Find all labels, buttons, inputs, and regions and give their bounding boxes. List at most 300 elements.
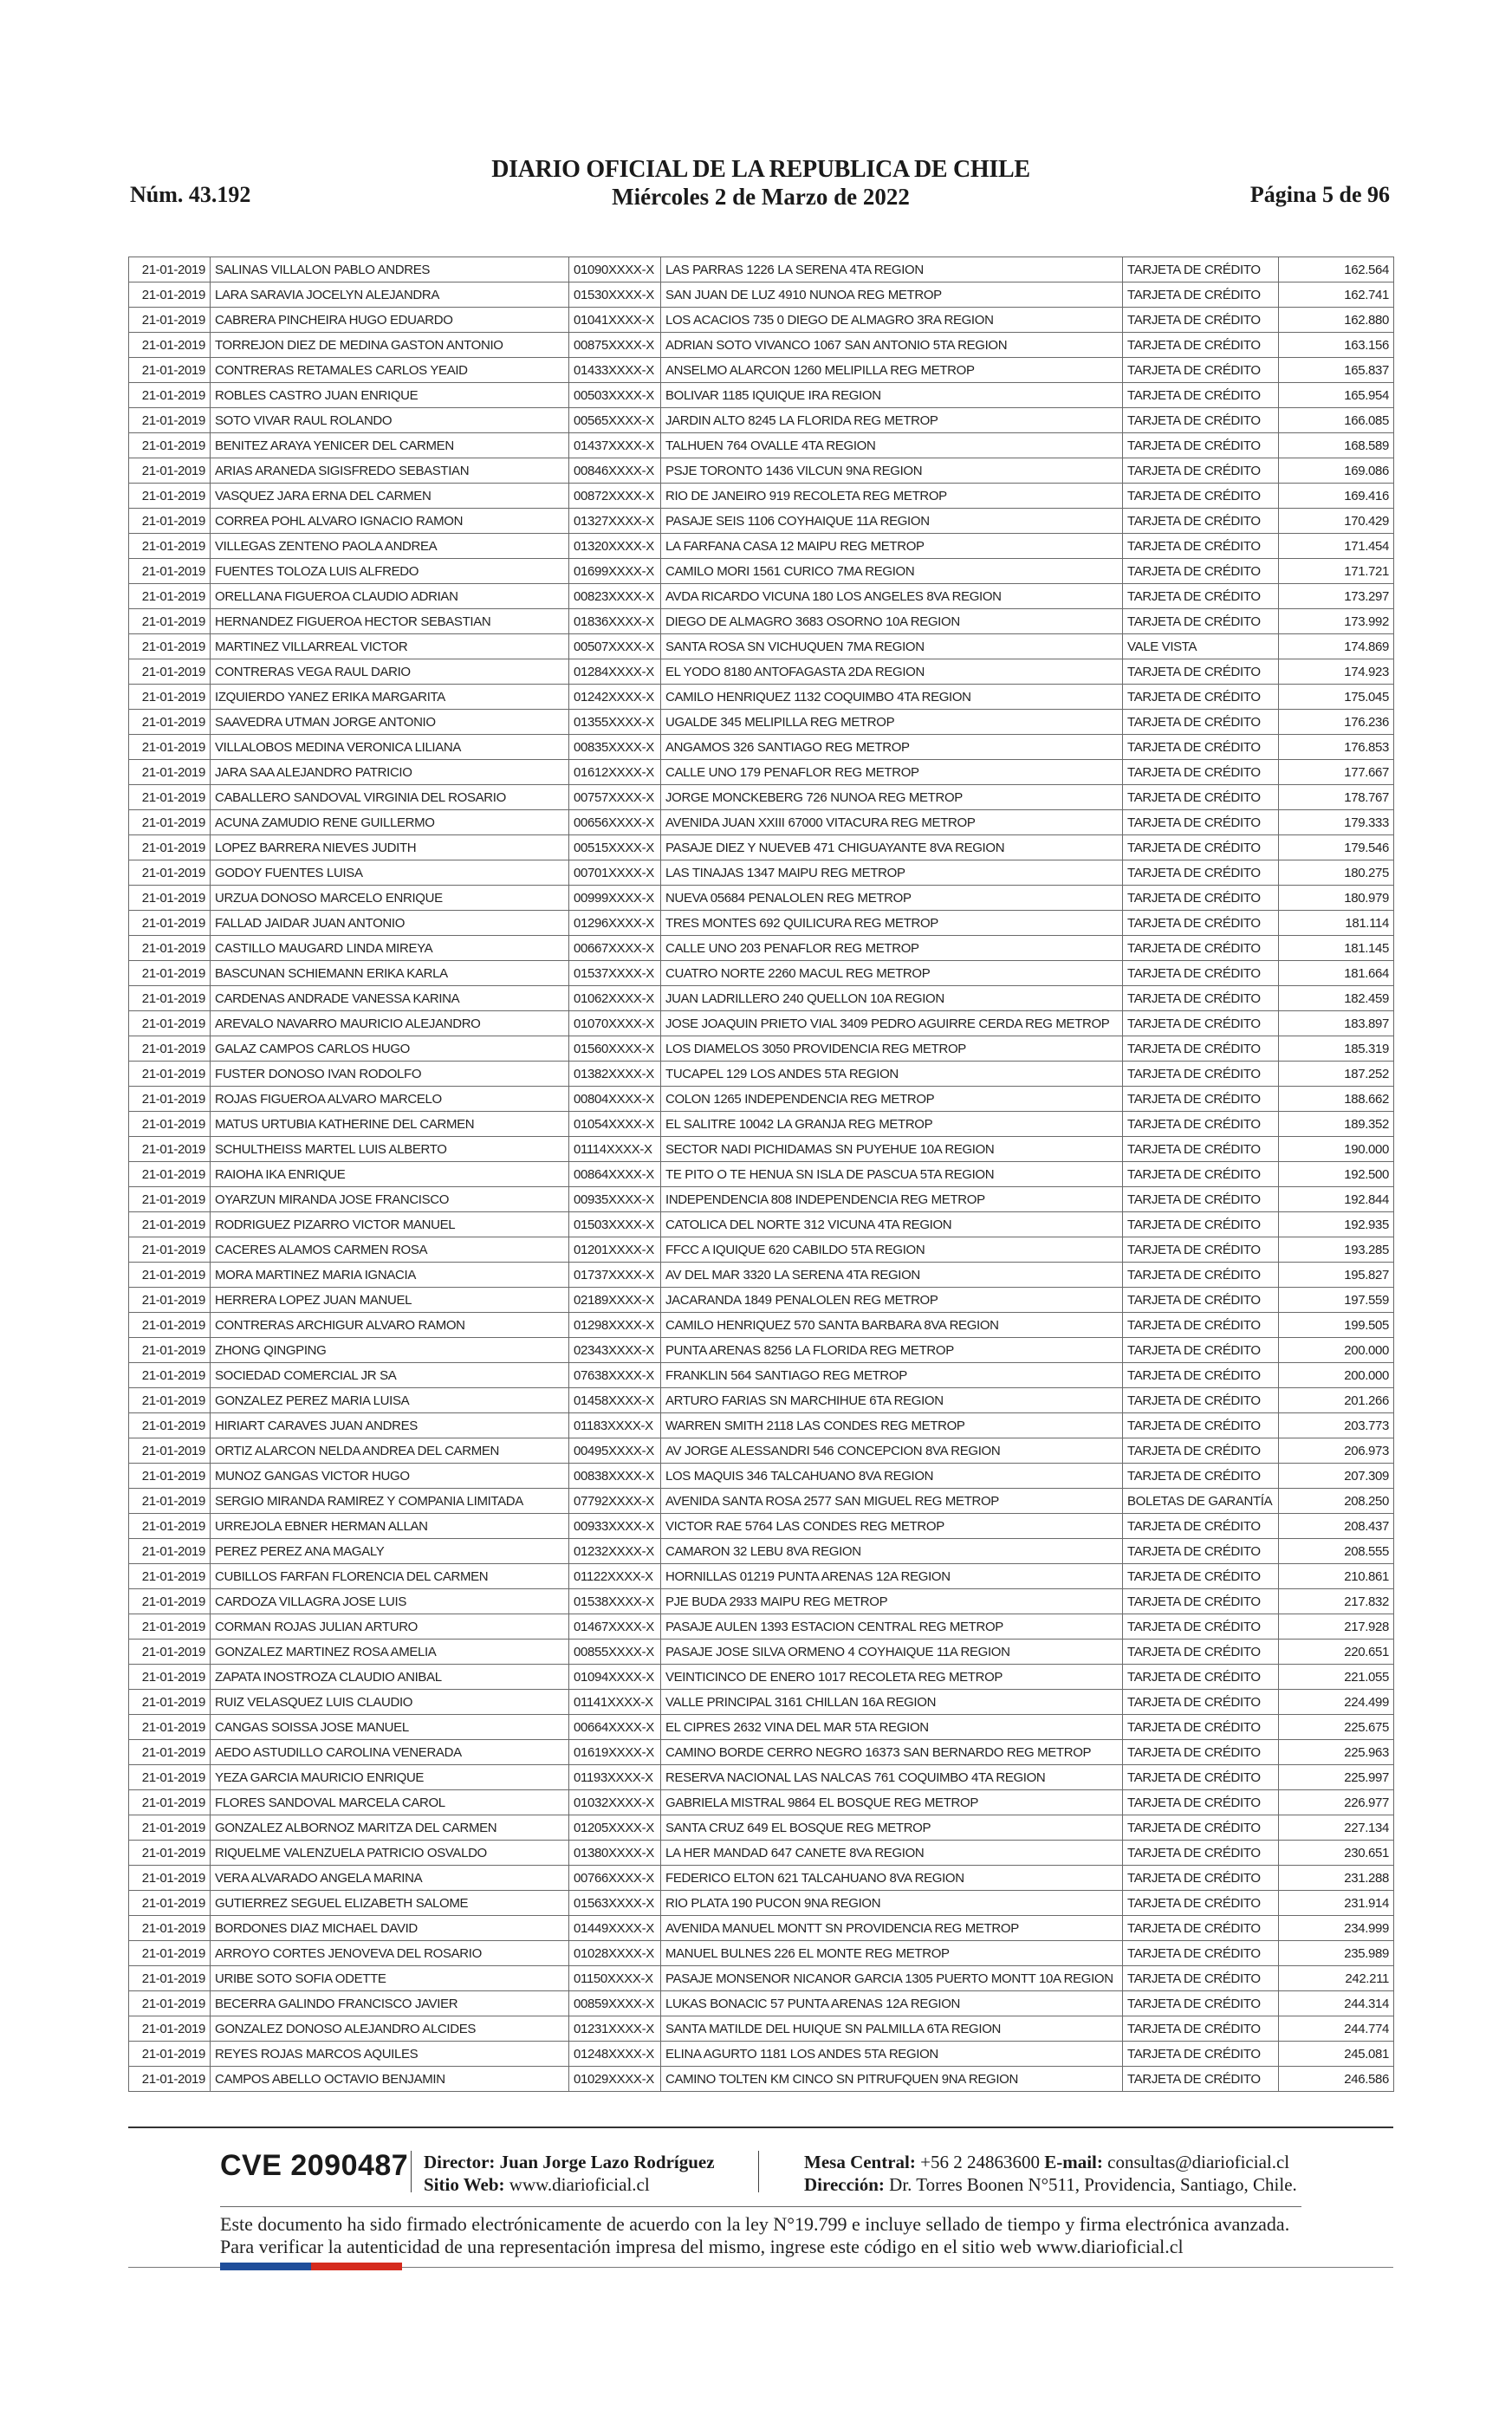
cell-address: LOS DIAMELOS 3050 PROVIDENCIA REG METROP [661,1036,1123,1062]
cell-amount: 230.651 [1279,1841,1394,1866]
cell-date: 21-01-2019 [129,1112,211,1137]
cell-rut: 00667XXXX-X [569,936,661,961]
cell-rut: 01205XXXX-X [569,1815,661,1841]
table-row [129,1413,1394,1438]
cell-amount: 163.156 [1279,333,1394,358]
cell-amount: 224.499 [1279,1690,1394,1715]
cell-date: 21-01-2019 [129,1062,211,1087]
cell-name: AEDO ASTUDILLO CAROLINA VENERADA [211,1740,569,1765]
cell-amount: 169.086 [1279,458,1394,484]
cell-amount: 208.555 [1279,1539,1394,1564]
cell-instrument: TARJETA DE CRÉDITO [1123,1288,1279,1313]
cell-name: GONZALEZ PEREZ MARIA LUISA [211,1388,569,1413]
cell-rut: 00855XXXX-X [569,1640,661,1665]
cell-amount: 244.314 [1279,1991,1394,2016]
cell-name: RIQUELME VALENZUELA PATRICIO OSVALDO [211,1841,569,1866]
cell-rut: 00933XXXX-X [569,1514,661,1539]
email-link[interactable]: consultas@diarioficial.cl [1107,2152,1290,2172]
cell-rut: 01090XXXX-X [569,257,661,282]
cell-amount: 185.319 [1279,1036,1394,1062]
cell-rut: 00875XXXX-X [569,333,661,358]
cell-rut: 00838XXXX-X [569,1464,661,1489]
cell-date: 21-01-2019 [129,1036,211,1062]
cell-name: HIRIART CARAVES JUAN ANDRES [211,1413,569,1438]
table-row [129,1740,1394,1765]
cell-date: 21-01-2019 [129,1438,211,1464]
table-row [129,1665,1394,1690]
cell-name: CONTRERAS VEGA RAUL DARIO [211,659,569,685]
cell-name: SERGIO MIRANDA RAMIREZ Y COMPANIA LIMITADA [211,1489,569,1514]
cell-address: PUNTA ARENAS 8256 LA FLORIDA REG METROP [661,1338,1123,1363]
cell-instrument: TARJETA DE CRÉDITO [1123,785,1279,810]
cell-address: COLON 1265 INDEPENDENCIA REG METROP [661,1087,1123,1112]
table-row [129,2067,1394,2092]
cell-address: ANSELMO ALARCON 1260 MELIPILLA REG METROP [661,358,1123,383]
cell-date: 21-01-2019 [129,1212,211,1237]
cell-amount: 244.774 [1279,2016,1394,2042]
cell-address: AV JORGE ALESSANDRI 546 CONCEPCION 8VA REGION [661,1438,1123,1464]
cell-date: 21-01-2019 [129,1514,211,1539]
cell-date: 21-01-2019 [129,961,211,986]
cell-name: TORREJON DIEZ DE MEDINA GASTON ANTONIO [211,333,569,358]
cell-address: LA FARFANA CASA 12 MAIPU REG METROP [661,534,1123,559]
cell-date: 21-01-2019 [129,2067,211,2092]
cell-name: CUBILLOS FARFAN FLORENCIA DEL CARMEN [211,1564,569,1589]
table-row [129,383,1394,408]
table-row [129,559,1394,584]
table-row [129,1112,1394,1137]
cell-amount: 176.236 [1279,710,1394,735]
cell-name: BENITEZ ARAYA YENICER DEL CARMEN [211,433,569,458]
cell-rut: 01836XXXX-X [569,609,661,634]
director-name: Juan Jorge Lazo Rodríguez [499,2152,715,2172]
cell-instrument: TARJETA DE CRÉDITO [1123,282,1279,308]
cell-instrument: TARJETA DE CRÉDITO [1123,1715,1279,1740]
cell-amount: 203.773 [1279,1413,1394,1438]
cell-amount: 189.352 [1279,1112,1394,1137]
cell-rut: 00864XXXX-X [569,1162,661,1187]
cell-date: 21-01-2019 [129,1564,211,1589]
page-footer [128,2127,1393,2300]
cell-date: 21-01-2019 [129,2016,211,2042]
cell-date: 21-01-2019 [129,1338,211,1363]
cell-name: CORREA POHL ALVARO IGNACIO RAMON [211,509,569,534]
cell-date: 21-01-2019 [129,1841,211,1866]
cell-address: CAMINO BORDE CERRO NEGRO 16373 SAN BERNARDO REG METROP [661,1740,1123,1765]
table-row [129,333,1394,358]
cell-address: SAN JUAN DE LUZ 4910 NUNOA REG METROP [661,282,1123,308]
cell-address: TE PITO O TE HENUA SN ISLA DE PASCUA 5TA REGION [661,1162,1123,1187]
cell-address: UGALDE 345 MELIPILLA REG METROP [661,710,1123,735]
cell-address: SECTOR NADI PICHIDAMAS SN PUYEHUE 10A REGION [661,1137,1123,1162]
cell-name: CACERES ALAMOS CARMEN ROSA [211,1237,569,1263]
cell-instrument: TARJETA DE CRÉDITO [1123,1614,1279,1640]
cell-name: GALAZ CAMPOS CARLOS HUGO [211,1036,569,1062]
table-row [129,1991,1394,2016]
cell-rut: 01619XXXX-X [569,1740,661,1765]
cell-rut: 01355XXXX-X [569,710,661,735]
table-row [129,1288,1394,1313]
cell-amount: 245.081 [1279,2042,1394,2067]
cell-name: ZHONG QINGPING [211,1338,569,1363]
cell-amount: 201.266 [1279,1388,1394,1413]
cell-date: 21-01-2019 [129,458,211,484]
cell-instrument: TARJETA DE CRÉDITO [1123,1087,1279,1112]
table-row [129,961,1394,986]
cell-rut: 01433XXXX-X [569,358,661,383]
cell-instrument: TARJETA DE CRÉDITO [1123,358,1279,383]
cell-amount: 169.416 [1279,484,1394,509]
cell-rut: 01070XXXX-X [569,1011,661,1036]
cell-date: 21-01-2019 [129,785,211,810]
cell-date: 21-01-2019 [129,911,211,936]
cell-instrument: TARJETA DE CRÉDITO [1123,257,1279,282]
cell-date: 21-01-2019 [129,609,211,634]
cell-address: SANTA ROSA SN VICHUQUEN 7MA REGION [661,634,1123,659]
table-row [129,584,1394,609]
cell-name: CORMAN ROJAS JULIAN ARTURO [211,1614,569,1640]
cell-rut: 01231XXXX-X [569,2016,661,2042]
cell-instrument: TARJETA DE CRÉDITO [1123,1514,1279,1539]
page-header [128,154,1393,211]
cell-address: PASAJE MONSENOR NICANOR GARCIA 1305 PUERTO MONTT 10A REGION [661,1966,1123,1991]
table-row [129,1841,1394,1866]
table-row [129,835,1394,860]
cell-amount: 180.979 [1279,886,1394,911]
cell-date: 21-01-2019 [129,1011,211,1036]
cell-address: BOLIVAR 1185 IQUIQUE IRA REGION [661,383,1123,408]
cell-address: AVENIDA MANUEL MONTT SN PROVIDENCIA REG METROP [661,1916,1123,1941]
cell-instrument: TARJETA DE CRÉDITO [1123,584,1279,609]
flag-red-segment [311,2263,402,2270]
cell-date: 21-01-2019 [129,1765,211,1790]
table-row [129,1212,1394,1237]
cell-rut: 00935XXXX-X [569,1187,661,1212]
cell-instrument: TARJETA DE CRÉDITO [1123,484,1279,509]
table-row [129,886,1394,911]
cell-instrument: TARJETA DE CRÉDITO [1123,1790,1279,1815]
cell-instrument: TARJETA DE CRÉDITO [1123,911,1279,936]
cell-amount: 234.999 [1279,1916,1394,1941]
cell-rut: 01114XXXX-X [569,1137,661,1162]
cell-instrument: TARJETA DE CRÉDITO [1123,2067,1279,2092]
cell-name: RODRIGUEZ PIZARRO VICTOR MANUEL [211,1212,569,1237]
cell-amount: 235.989 [1279,1941,1394,1966]
cell-date: 21-01-2019 [129,1991,211,2016]
cell-date: 21-01-2019 [129,1313,211,1338]
cell-amount: 173.992 [1279,609,1394,634]
cell-instrument: TARJETA DE CRÉDITO [1123,408,1279,433]
cell-name: SCHULTHEISS MARTEL LUIS ALBERTO [211,1137,569,1162]
cell-instrument: TARJETA DE CRÉDITO [1123,1011,1279,1036]
cell-rut: 01382XXXX-X [569,1062,661,1087]
footer-divider [411,2151,412,2192]
cell-rut: 01380XXXX-X [569,1841,661,1866]
footer-mid-rule [220,2206,1301,2207]
cell-address: WARREN SMITH 2118 LAS CONDES REG METROP [661,1413,1123,1438]
cell-name: ZAPATA INOSTROZA CLAUDIO ANIBAL [211,1665,569,1690]
cell-rut: 00766XXXX-X [569,1866,661,1891]
cell-date: 21-01-2019 [129,333,211,358]
cell-instrument: TARJETA DE CRÉDITO [1123,1112,1279,1137]
page-number: Página 5 de 96 [1249,182,1390,207]
cell-address: TRES MONTES 692 QUILICURA REG METROP [661,911,1123,936]
cell-rut: 01560XXXX-X [569,1036,661,1062]
cell-rut: 01327XXXX-X [569,509,661,534]
cell-address: FEDERICO ELTON 621 TALCAHUANO 8VA REGION [661,1866,1123,1891]
cell-date: 21-01-2019 [129,634,211,659]
cell-amount: 210.861 [1279,1564,1394,1589]
cell-rut: 01296XXXX-X [569,911,661,936]
cell-rut: 01122XXXX-X [569,1564,661,1589]
cell-name: ORTIZ ALARCON NELDA ANDREA DEL CARMEN [211,1438,569,1464]
web-link[interactable]: www.diarioficial.cl [509,2174,650,2195]
cell-instrument: TARJETA DE CRÉDITO [1123,1187,1279,1212]
cell-rut: 00515XXXX-X [569,835,661,860]
cell-name: FUSTER DONOSO IVAN RODOLFO [211,1062,569,1087]
cell-amount: 227.134 [1279,1815,1394,1841]
cell-date: 21-01-2019 [129,1589,211,1614]
table-row [129,1187,1394,1212]
cve-code: CVE 2090487 [220,2149,409,2182]
cell-rut: 01449XXXX-X [569,1916,661,1941]
cell-amount: 195.827 [1279,1263,1394,1288]
cell-instrument: TARJETA DE CRÉDITO [1123,1589,1279,1614]
table-row [129,785,1394,810]
table-row [129,1614,1394,1640]
cell-name: CONTRERAS RETAMALES CARLOS YEAID [211,358,569,383]
cell-address: JUAN LADRILLERO 240 QUELLON 10A REGION [661,986,1123,1011]
cell-amount: 207.309 [1279,1464,1394,1489]
cell-name: CARDENAS ANDRADE VANESSA KARINA [211,986,569,1011]
cell-instrument: TARJETA DE CRÉDITO [1123,1690,1279,1715]
cell-instrument: TARJETA DE CRÉDITO [1123,986,1279,1011]
cell-instrument: VALE VISTA [1123,634,1279,659]
cell-address: JORGE MONCKEBERG 726 NUNOA REG METROP [661,785,1123,810]
cell-name: ROBLES CASTRO JUAN ENRIQUE [211,383,569,408]
cell-instrument: TARJETA DE CRÉDITO [1123,1237,1279,1263]
cell-amount: 217.928 [1279,1614,1394,1640]
mesa-phone: +56 2 24863600 [920,2152,1040,2172]
cell-instrument: TARJETA DE CRÉDITO [1123,1866,1279,1891]
cell-date: 21-01-2019 [129,1388,211,1413]
cell-rut: 01232XXXX-X [569,1539,661,1564]
cell-name: SAAVEDRA UTMAN JORGE ANTONIO [211,710,569,735]
cell-name: CASTILLO MAUGARD LINDA MIREYA [211,936,569,961]
cell-name: URREJOLA EBNER HERMAN ALLAN [211,1514,569,1539]
cell-amount: 199.505 [1279,1313,1394,1338]
cell-rut: 01320XXXX-X [569,534,661,559]
cell-instrument: TARJETA DE CRÉDITO [1123,936,1279,961]
cell-date: 21-01-2019 [129,986,211,1011]
table-row [129,358,1394,383]
cell-address: EL CIPRES 2632 VINA DEL MAR 5TA REGION [661,1715,1123,1740]
cell-amount: 242.211 [1279,1966,1394,1991]
cell-amount: 171.454 [1279,534,1394,559]
cell-address: CALLE UNO 203 PENAFLOR REG METROP [661,936,1123,961]
cell-instrument: TARJETA DE CRÉDITO [1123,1891,1279,1916]
table-row [129,408,1394,433]
cell-address: FRANKLIN 564 SANTIAGO REG METROP [661,1363,1123,1388]
cell-amount: 220.651 [1279,1640,1394,1665]
cell-amount: 170.429 [1279,509,1394,534]
cell-instrument: TARJETA DE CRÉDITO [1123,1162,1279,1187]
cell-amount: 182.459 [1279,986,1394,1011]
cell-address: EL YODO 8180 ANTOFAGASTA 2DA REGION [661,659,1123,685]
issue-number: Núm. 43.192 [130,182,251,207]
cell-instrument: TARJETA DE CRÉDITO [1123,609,1279,634]
cell-date: 21-01-2019 [129,685,211,710]
cell-instrument: TARJETA DE CRÉDITO [1123,1263,1279,1288]
cell-instrument: TARJETA DE CRÉDITO [1123,961,1279,986]
cell-instrument: TARJETA DE CRÉDITO [1123,659,1279,685]
cell-address: PJE BUDA 2933 MAIPU REG METROP [661,1589,1123,1614]
cell-date: 21-01-2019 [129,1489,211,1514]
cell-date: 21-01-2019 [129,860,211,886]
cell-instrument: TARJETA DE CRÉDITO [1123,860,1279,886]
cell-rut: 01028XXXX-X [569,1941,661,1966]
cell-rut: 01284XXXX-X [569,659,661,685]
cell-rut: 01467XXXX-X [569,1614,661,1640]
table-row [129,1916,1394,1941]
cell-name: REYES ROJAS MARCOS AQUILES [211,2042,569,2067]
table-row [129,1338,1394,1363]
cell-name: AREVALO NAVARRO MAURICIO ALEJANDRO [211,1011,569,1036]
cell-date: 21-01-2019 [129,1614,211,1640]
cell-name: HERRERA LOPEZ JUAN MANUEL [211,1288,569,1313]
cell-name: BORDONES DIAZ MICHAEL DAVID [211,1916,569,1941]
table-row [129,860,1394,886]
records-table [128,256,1394,2092]
table-row [129,1966,1394,1991]
table-row [129,1640,1394,1665]
cell-address: MANUEL BULNES 226 EL MONTE REG METROP [661,1941,1123,1966]
table-row [129,433,1394,458]
cell-instrument: TARJETA DE CRÉDITO [1123,1062,1279,1087]
cell-date: 21-01-2019 [129,534,211,559]
cell-date: 21-01-2019 [129,1966,211,1991]
cell-name: PEREZ PEREZ ANA MAGALY [211,1539,569,1564]
cell-rut: 01201XXXX-X [569,1237,661,1263]
cell-instrument: TARJETA DE CRÉDITO [1123,1438,1279,1464]
table-row [129,308,1394,333]
cell-date: 21-01-2019 [129,1087,211,1112]
cell-date: 21-01-2019 [129,1137,211,1162]
address-label: Dirección: [804,2174,885,2195]
cell-rut: 01298XXXX-X [569,1313,661,1338]
cell-amount: 192.935 [1279,1212,1394,1237]
cell-name: RUIZ VELASQUEZ LUIS CLAUDIO [211,1690,569,1715]
cell-address: HORNILLAS 01219 PUNTA ARENAS 12A REGION [661,1564,1123,1589]
cell-date: 21-01-2019 [129,886,211,911]
cell-date: 21-01-2019 [129,1740,211,1765]
table-row [129,1011,1394,1036]
contact-block [804,2151,1297,2196]
cell-address: INDEPENDENCIA 808 INDEPENDENCIA REG METROP [661,1187,1123,1212]
cell-date: 21-01-2019 [129,358,211,383]
cell-rut: 00656XXXX-X [569,810,661,835]
cell-instrument: TARJETA DE CRÉDITO [1123,534,1279,559]
cell-instrument: TARJETA DE CRÉDITO [1123,1564,1279,1589]
cell-amount: 162.880 [1279,308,1394,333]
cell-date: 21-01-2019 [129,308,211,333]
cell-rut: 00757XXXX-X [569,785,661,810]
cell-name: HERNANDEZ FIGUEROA HECTOR SEBASTIAN [211,609,569,634]
cell-rut: 01183XXXX-X [569,1413,661,1438]
cell-name: ORELLANA FIGUEROA CLAUDIO ADRIAN [211,584,569,609]
cell-date: 21-01-2019 [129,1263,211,1288]
mesa-label: Mesa Central: [804,2152,916,2172]
cell-rut: 00823XXXX-X [569,584,661,609]
cell-instrument: TARJETA DE CRÉDITO [1123,1388,1279,1413]
cell-instrument: TARJETA DE CRÉDITO [1123,735,1279,760]
cell-instrument: TARJETA DE CRÉDITO [1123,1338,1279,1363]
address-value: Dr. Torres Boonen N°511, Providencia, Santiago, Chile. [889,2174,1297,2195]
cell-amount: 165.837 [1279,358,1394,383]
cell-rut: 01054XXXX-X [569,1112,661,1137]
web-label: Sitio Web: [424,2174,505,2195]
table-row [129,1589,1394,1614]
table-row [129,1087,1394,1112]
cell-rut: 01538XXXX-X [569,1589,661,1614]
table-row [129,484,1394,509]
cell-rut: 00846XXXX-X [569,458,661,484]
cell-amount: 165.954 [1279,383,1394,408]
cell-instrument: TARJETA DE CRÉDITO [1123,1941,1279,1966]
cell-instrument: TARJETA DE CRÉDITO [1123,2042,1279,2067]
cell-name: MUNOZ GANGAS VICTOR HUGO [211,1464,569,1489]
email-label: E-mail: [1044,2152,1103,2172]
cell-date: 21-01-2019 [129,1237,211,1263]
cell-instrument: TARJETA DE CRÉDITO [1123,1665,1279,1690]
cell-amount: 225.997 [1279,1765,1394,1790]
cell-date: 21-01-2019 [129,1187,211,1212]
cell-instrument: TARJETA DE CRÉDITO [1123,1841,1279,1866]
cell-name: MORA MARTINEZ MARIA IGNACIA [211,1263,569,1288]
cell-amount: 173.297 [1279,584,1394,609]
cell-rut: 01242XXXX-X [569,685,661,710]
table-row [129,634,1394,659]
cell-name: LOPEZ BARRERA NIEVES JUDITH [211,835,569,860]
cell-amount: 208.250 [1279,1489,1394,1514]
cell-date: 21-01-2019 [129,1413,211,1438]
cell-address: LOS MAQUIS 346 TALCAHUANO 8VA REGION [661,1464,1123,1489]
cell-rut: 01737XXXX-X [569,1263,661,1288]
cell-instrument: TARJETA DE CRÉDITO [1123,1036,1279,1062]
cell-amount: 174.869 [1279,634,1394,659]
cell-amount: 231.914 [1279,1891,1394,1916]
cell-rut: 00565XXXX-X [569,408,661,433]
cell-address: SANTA CRUZ 649 EL BOSQUE REG METROP [661,1815,1123,1841]
table-row [129,458,1394,484]
cell-rut: 02189XXXX-X [569,1288,661,1313]
cell-name: IZQUIERDO YANEZ ERIKA MARGARITA [211,685,569,710]
cell-date: 21-01-2019 [129,257,211,282]
cell-amount: 181.664 [1279,961,1394,986]
cell-rut: 00507XXXX-X [569,634,661,659]
cell-amount: 187.252 [1279,1062,1394,1087]
table-row [129,1388,1394,1413]
cell-name: CABALLERO SANDOVAL VIRGINIA DEL ROSARIO [211,785,569,810]
cell-date: 21-01-2019 [129,659,211,685]
cell-address: TUCAPEL 129 LOS ANDES 5TA REGION [661,1062,1123,1087]
cell-address: GABRIELA MISTRAL 9864 EL BOSQUE REG METROP [661,1790,1123,1815]
cell-instrument: TARJETA DE CRÉDITO [1123,1212,1279,1237]
cell-amount: 231.288 [1279,1866,1394,1891]
table-row [129,1715,1394,1740]
cell-amount: 175.045 [1279,685,1394,710]
flag-bar [220,2263,402,2270]
